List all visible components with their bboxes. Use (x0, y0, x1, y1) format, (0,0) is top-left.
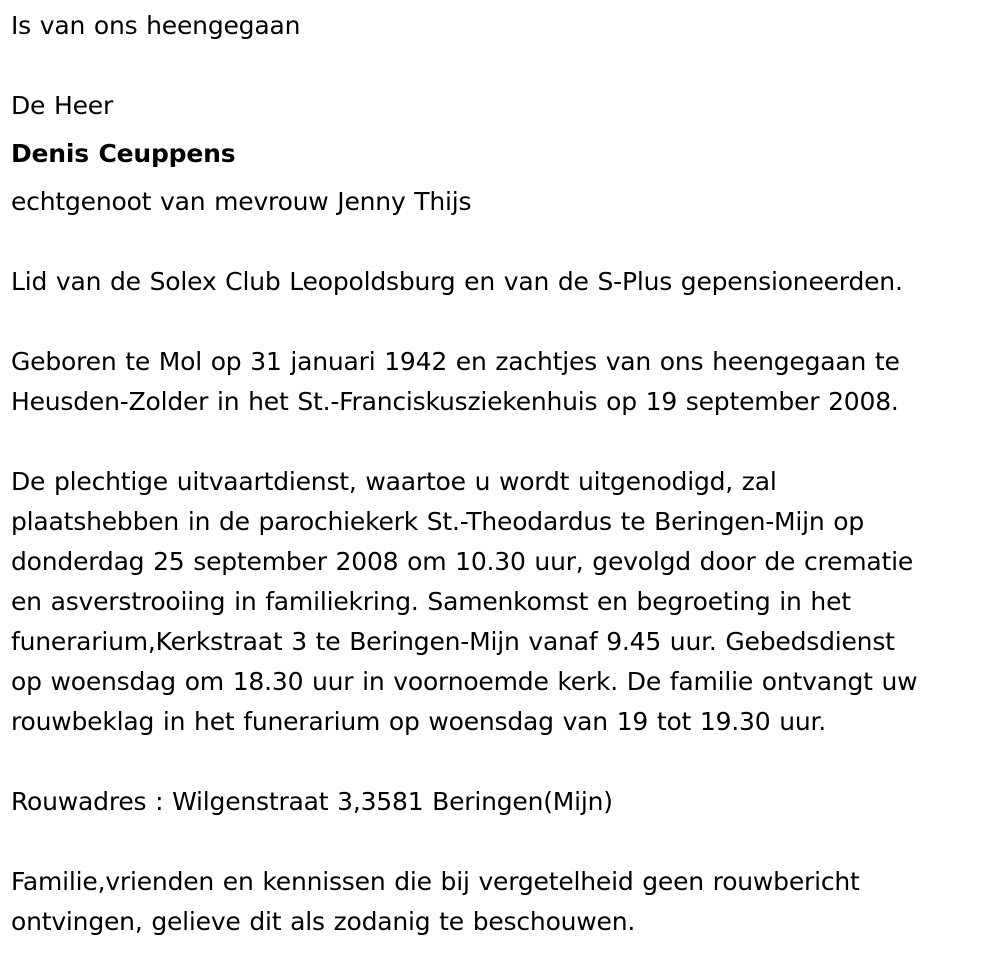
paragraph-line: Heusden-Zolder in het St.-Franciskusziekenhuis op 19 september 2008. (11, 387, 899, 416)
club-membership-line: Lid van de Solex Club Leopoldsburg en van de S-Plus gepensioneerden. (11, 267, 903, 296)
paragraph-line: plaatshebben in de parochiekerk St.-Theodardus te Beringen-Mijn op (11, 507, 865, 536)
paragraph-line: en asverstrooiing in familiekring. Samenkomst en begroeting in het (11, 587, 851, 616)
spouse-line: echtgenoot van mevrouw Jenny Thijs (11, 187, 472, 216)
birth-death-paragraph (11, 342, 900, 422)
intro-line: Is van ons heengegaan (11, 11, 301, 40)
funeral-service-paragraph (11, 462, 917, 742)
paragraph-line: ontvingen, gelieve dit als zodanig te beschouwen. (11, 907, 636, 936)
paragraph-line: Familie,vrienden en kennissen die bij vergetelheid geen rouwbericht (11, 867, 860, 896)
paragraph-line: rouwbeklag in het funerarium op woensdag van 19 tot 19.30 uur. (11, 707, 827, 736)
paragraph-line: funerarium,Kerkstraat 3 te Beringen-Mijn vanaf 9.45 uur. Gebedsdienst (11, 627, 895, 656)
paragraph-line: De plechtige uitvaartdienst, waartoe u wordt uitgenodigd, zal (11, 467, 777, 496)
family-note-paragraph (11, 862, 860, 942)
paragraph-line: donderdag 25 september 2008 om 10.30 uur, gevolgd door de crematie (11, 547, 914, 576)
mourning-address: Rouwadres : Wilgenstraat 3,3581 Beringen(Mijn) (11, 787, 613, 816)
paragraph-line: Geboren te Mol op 31 januari 1942 en zachtjes van ons heengegaan te (11, 347, 900, 376)
honorific-title: De Heer (11, 91, 114, 120)
deceased-name: Denis Ceuppens (11, 139, 236, 168)
paragraph-line: op woensdag om 18.30 uur in voornoemde kerk. De familie ontvangt uw (11, 667, 918, 696)
